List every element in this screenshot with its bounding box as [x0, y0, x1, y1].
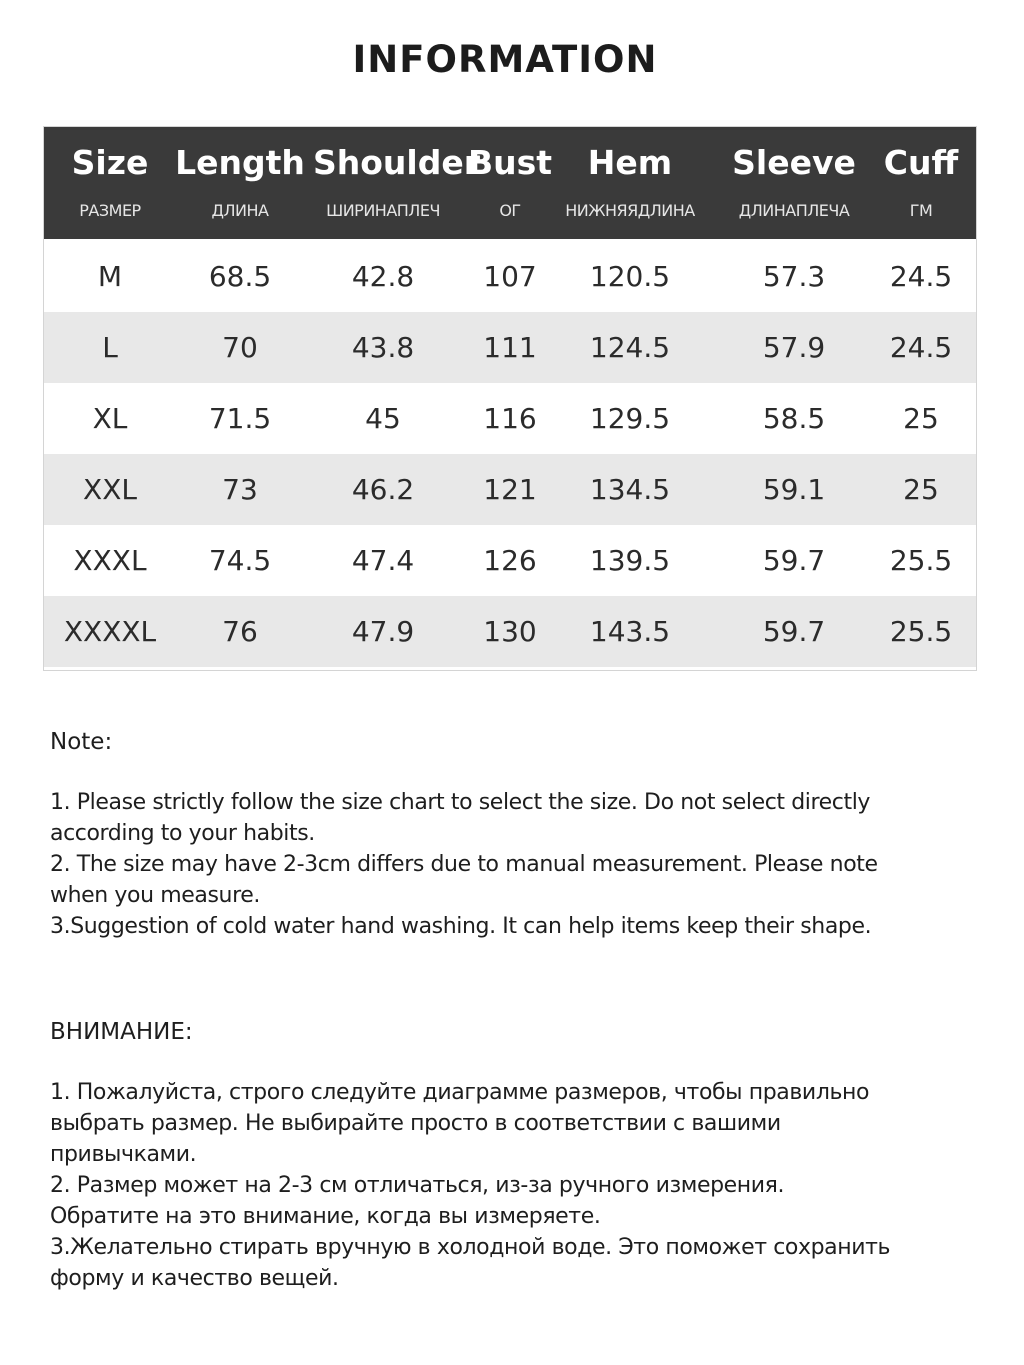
cell-bust: 121 [483, 473, 537, 506]
cell-hem: 143.5 [589, 615, 671, 648]
cell-length: 68.5 [208, 260, 272, 293]
cell-cuff: 24.5 [889, 260, 953, 293]
note-english-line: 2. The size may have 2-3cm differs due to manual measurement. Please note [50, 852, 878, 877]
cell-sleeve: 59.1 [762, 473, 826, 506]
note-russian [50, 1019, 980, 1294]
cell-sleeve: 59.7 [762, 615, 826, 648]
table-row [44, 241, 976, 312]
table-row [44, 383, 976, 454]
column-header-length-en: Length [175, 143, 305, 182]
cell-hem: 120.5 [589, 260, 671, 293]
cell-bust: 107 [483, 260, 537, 293]
column-header-shoulder [313, 127, 481, 239]
note-english [50, 729, 980, 942]
column-header-hem [565, 127, 695, 239]
column-header-sleeve [732, 127, 856, 239]
column-header-cuff-ru: ГМ [909, 201, 933, 220]
cell-hem: 134.5 [589, 473, 671, 506]
cell-sleeve: 58.5 [762, 402, 826, 435]
note-russian-line: Обратите на это внимание, когда вы измеряете. [50, 1204, 601, 1229]
cell-size: L [102, 331, 118, 364]
cell-size: M [97, 260, 123, 293]
table-row [44, 312, 976, 383]
note-russian-heading: ВНИМАНИЕ: [50, 1019, 193, 1045]
column-header-length [175, 127, 305, 239]
column-header-bust-ru: ОГ [499, 201, 521, 220]
cell-cuff: 24.5 [889, 331, 953, 364]
cell-length: 76 [222, 615, 258, 648]
cell-length: 70 [222, 331, 258, 364]
table-row [44, 454, 976, 525]
table-row [44, 596, 976, 667]
cell-size: XXL [83, 473, 137, 506]
note-english-line: when you measure. [50, 883, 260, 908]
note-russian-line: выбрать размер. Не выбирайте просто в соответствии с вашими [50, 1111, 781, 1136]
cell-shoulder: 47.9 [351, 615, 415, 648]
cell-sleeve: 57.3 [762, 260, 826, 293]
page-title: INFORMATION [352, 38, 658, 81]
cell-length: 73 [222, 473, 258, 506]
cell-cuff: 25.5 [889, 615, 953, 648]
column-header-hem-en: Hem [587, 143, 673, 182]
cell-length: 74.5 [208, 544, 272, 577]
cell-size: XL [92, 402, 128, 435]
note-english-line: according to your habits. [50, 821, 315, 846]
size-chart-table [43, 126, 977, 671]
note-russian-line: форму и качество вещей. [50, 1266, 339, 1291]
column-header-length-ru: ДЛИНА [211, 201, 269, 220]
cell-size: XXXL [73, 544, 147, 577]
column-header-shoulder-ru: ШИРИНАПЛЕЧ [326, 201, 440, 220]
cell-shoulder: 47.4 [351, 544, 415, 577]
column-header-size-ru: РАЗМЕР [79, 201, 141, 220]
note-english-heading: Note: [50, 729, 113, 755]
cell-sleeve: 59.7 [762, 544, 826, 577]
cell-cuff: 25 [903, 402, 939, 435]
cell-shoulder: 45 [365, 402, 401, 435]
cell-hem: 124.5 [589, 331, 671, 364]
table-row [44, 525, 976, 596]
cell-bust: 130 [483, 615, 537, 648]
cell-sleeve: 57.9 [762, 331, 826, 364]
note-english-line: 3.Suggestion of cold water hand washing. It can help items keep their shape. [50, 914, 872, 939]
column-header-sleeve-ru: ДЛИНАПЛЕЧА [738, 201, 850, 220]
column-header-bust [460, 127, 560, 239]
column-header-hem-ru: НИЖНЯЯДЛИНА [565, 201, 695, 220]
cell-size: XXXXL [63, 615, 157, 648]
note-english-line: 1. Please strictly follow the size chart to select the size. Do not select directly [50, 790, 871, 815]
table-header [44, 127, 976, 239]
column-header-cuff-en: Cuff [883, 143, 959, 182]
cell-hem: 129.5 [589, 402, 671, 435]
cell-shoulder: 42.8 [351, 260, 415, 293]
note-russian-line: 2. Размер может на 2-3 см отличаться, из-за ручного измерения. [50, 1173, 785, 1198]
note-russian-line: 1. Пожалуйста, строго следуйте диаграмме размеров, чтобы правильно [50, 1080, 870, 1105]
column-header-cuff [871, 127, 971, 239]
cell-hem: 139.5 [589, 544, 671, 577]
cell-bust: 116 [483, 402, 537, 435]
cell-cuff: 25.5 [889, 544, 953, 577]
column-header-shoulder-en: Shoulder [313, 143, 481, 182]
column-header-size [60, 127, 160, 239]
cell-shoulder: 43.8 [351, 331, 415, 364]
cell-shoulder: 46.2 [351, 473, 415, 506]
column-header-sleeve-en: Sleeve [732, 143, 856, 182]
note-russian-line: 3.Желательно стирать вручную в холодной воде. Это поможет сохранить [50, 1235, 891, 1260]
cell-bust: 126 [483, 544, 537, 577]
cell-length: 71.5 [208, 402, 272, 435]
cell-bust: 111 [483, 331, 537, 364]
note-russian-line: привычками. [50, 1142, 197, 1167]
cell-cuff: 25 [903, 473, 939, 506]
column-header-size-en: Size [71, 143, 149, 182]
column-header-bust-en: Bust [467, 143, 553, 182]
